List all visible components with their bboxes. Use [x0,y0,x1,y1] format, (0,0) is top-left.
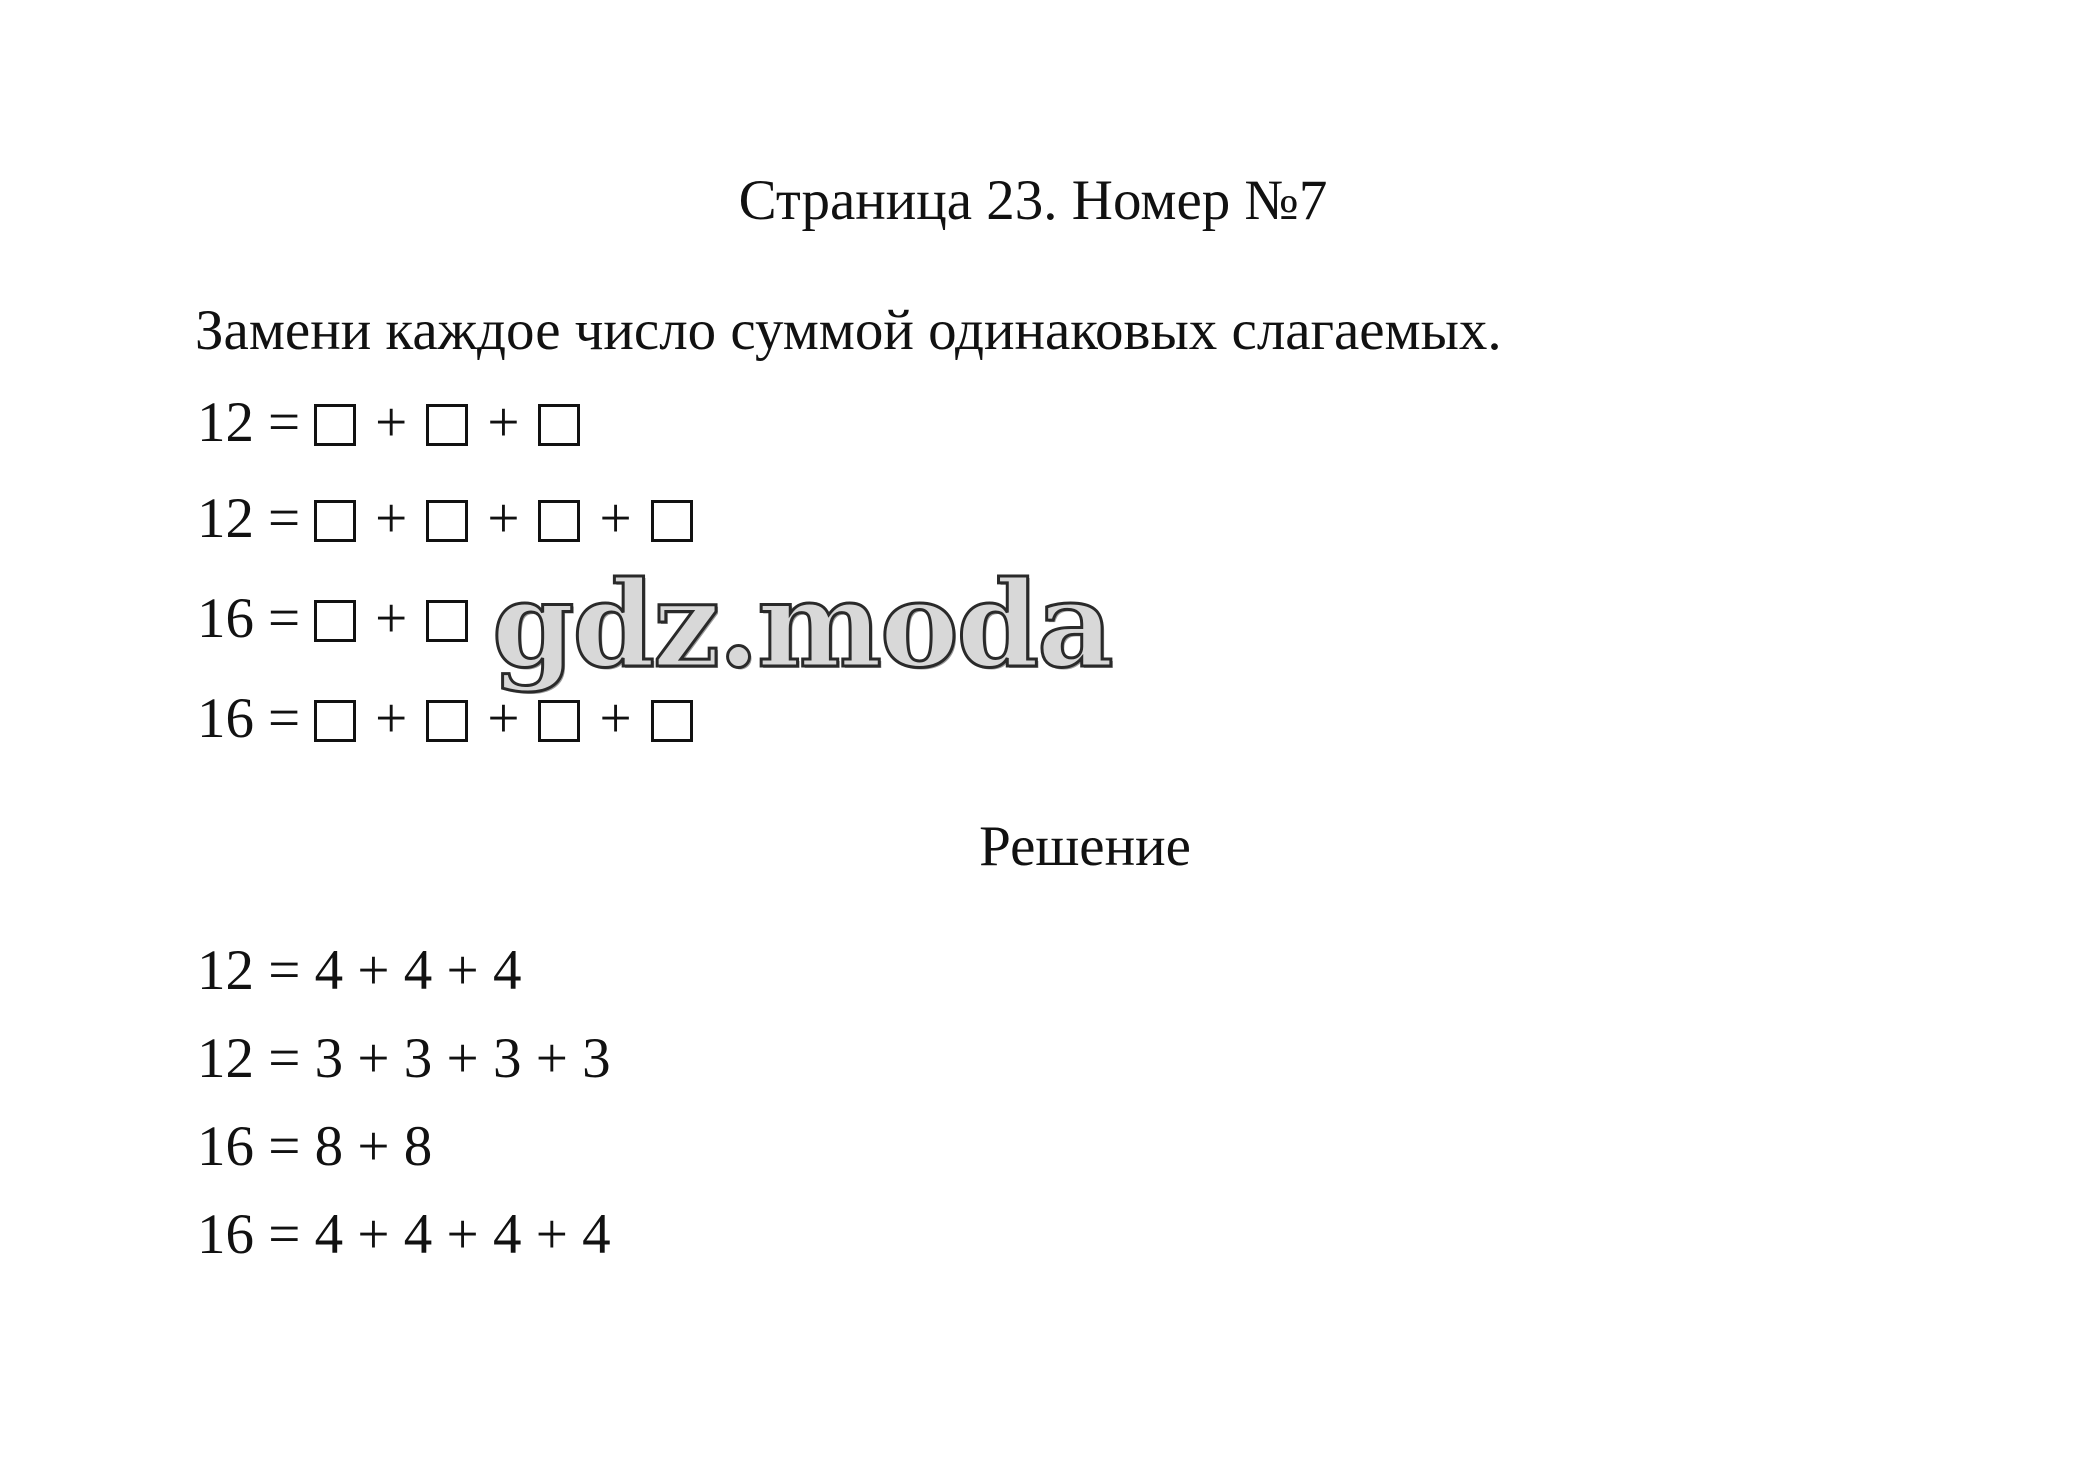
plus-sign: + [487,487,520,550]
plus-sign: + [599,687,632,750]
solution-line: 12 = 4 + 4 + 4 [197,939,522,1002]
exercise-number: 12 [197,487,254,550]
answer-blank-box [314,500,356,542]
answer-blank-box [538,700,580,742]
site-watermark: gdz.moda [492,555,1112,694]
answer-blank-box [426,500,468,542]
exercise-number: 12 [197,391,254,454]
plus-sign: + [375,391,408,454]
exercise-row [197,390,580,456]
plus-sign: + [487,391,520,454]
answer-blank-box [314,600,356,642]
page-title-text: Страница 23. Номер №7 [738,169,1328,232]
exercise-row [197,686,693,752]
answer-blank-box [651,500,693,542]
equals-sign: = [268,487,301,550]
page-title [0,168,2090,234]
solution-line: 16 = 4 + 4 + 4 + 4 [197,1203,611,1266]
plus-sign: + [375,687,408,750]
answer-blank-box [651,700,693,742]
exercise-number: 16 [197,687,254,750]
exercise-row [197,586,468,652]
plus-sign: + [487,687,520,750]
exercise-number: 16 [197,587,254,650]
task-instruction: Замени каждое число суммой одинаковых слагаемых. [195,299,1502,362]
exercise-row [197,486,693,552]
plus-sign: + [599,487,632,550]
answer-blank-box [538,500,580,542]
solution-line: 12 = 3 + 3 + 3 + 3 [197,1027,611,1090]
solution-line: 16 = 8 + 8 [197,1115,433,1178]
answer-blank-box [538,404,580,446]
plus-sign: + [375,587,408,650]
answer-blank-box [426,404,468,446]
answer-blank-box [426,700,468,742]
equals-sign: = [268,687,301,750]
plus-sign: + [375,487,408,550]
solution-heading [0,814,2090,880]
solution-heading-text: Решение [979,815,1191,878]
answer-blank-box [314,404,356,446]
equals-sign: = [268,391,301,454]
answer-blank-box [426,600,468,642]
equals-sign: = [268,587,301,650]
answer-blank-box [314,700,356,742]
